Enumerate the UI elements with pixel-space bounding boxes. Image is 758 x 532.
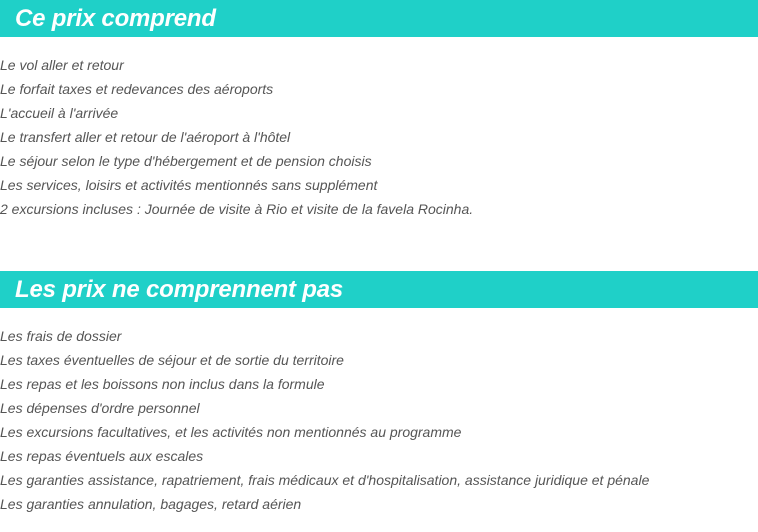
excluded-item: Les repas et les boissons non inclus dans la formule <box>0 376 325 392</box>
excluded-section-header <box>0 271 758 308</box>
excluded-item: Les dépenses d'ordre personnel <box>0 400 200 416</box>
included-item: Le séjour selon le type d'hébergement et de pension choisis <box>0 153 372 169</box>
excluded-list <box>0 324 758 516</box>
excluded-item: Les excursions facultatives, et les activités non mentionnés au programme <box>0 424 462 440</box>
excluded-section-title: Les prix ne comprennent pas <box>15 276 344 303</box>
included-item: L'accueil à l'arrivée <box>0 105 119 121</box>
included-item: Le vol aller et retour <box>0 57 124 73</box>
included-list <box>0 53 758 221</box>
included-item: Les services, loisirs et activités mentionnés sans supplément <box>0 177 378 193</box>
included-item: Le forfait taxes et redevances des aéroports <box>0 81 274 97</box>
excluded-item: Les frais de dossier <box>0 328 122 344</box>
included-section-title: Ce prix comprend <box>15 5 216 32</box>
excluded-item: Les garanties annulation, bagages, retard aérien <box>0 496 302 512</box>
included-item: 2 excursions incluses : Journée de visite à Rio et visite de la favela Rocinha. <box>0 201 474 217</box>
excluded-item: Les repas éventuels aux escales <box>0 448 204 464</box>
excluded-item: Les taxes éventuelles de séjour et de sortie du territoire <box>0 352 344 368</box>
included-item: Le transfert aller et retour de l'aéroport à l'hôtel <box>0 129 291 145</box>
included-section-header <box>0 0 758 37</box>
excluded-item: Les garanties assistance, rapatriement, frais médicaux et d'hospitalisation, assistance juridique et pénale <box>0 472 650 488</box>
